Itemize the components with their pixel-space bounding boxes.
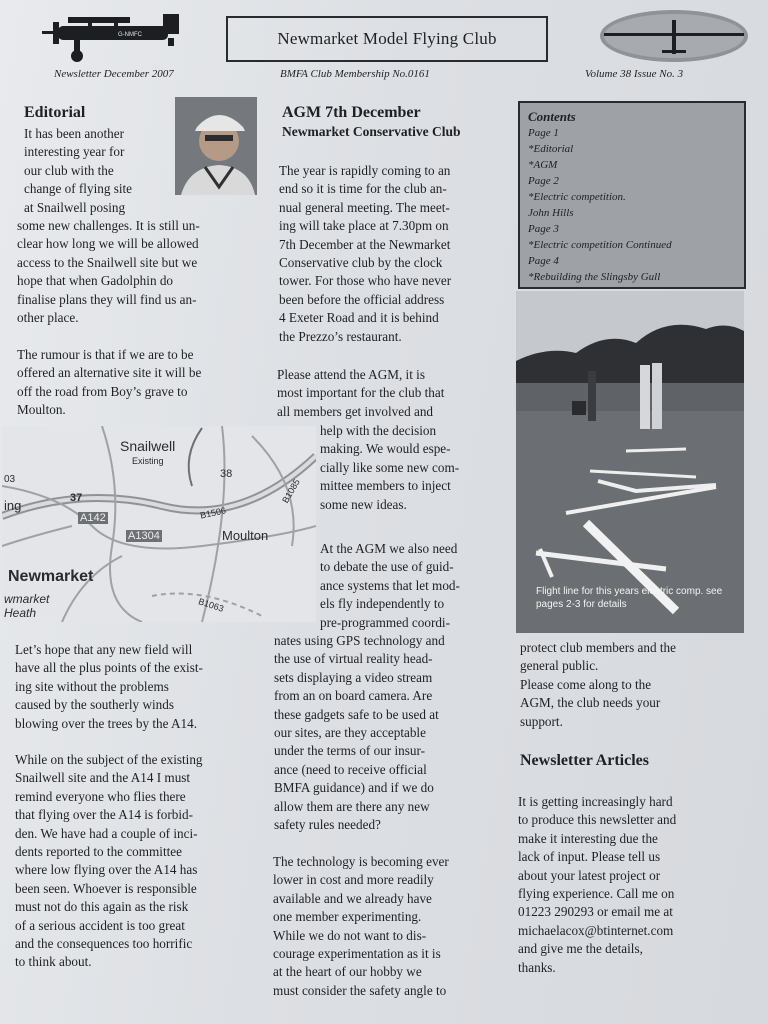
map-label-03: 03 (4, 474, 16, 485)
biplane-logo-icon (28, 8, 190, 66)
map-label-b1506: B1506 (199, 505, 227, 521)
contents-item: *Electric competition Continued (528, 239, 672, 251)
editorial-paragraph-4: While on the subject of the existing Snailwell site and the A14 I must remind everyone who flies there that flying over the A14 is forbid- den. We have had a couple of inci- dents reported to the committee where low flying over the A14 has been seen. Whoever is responsible must not do this again as the risk of a serious accident is too great and the consequences too horrific to think about. (15, 752, 203, 970)
map-label-heath: Heath (4, 606, 37, 620)
right-paragraph-2: It is getting increasingly hard to produce this newsletter and make it interesting due the lack of input. Please tell us about your latest project or flying experience. Call me on 01223 290293 or email me at michaelacox@btinternet.com and give me the details, thanks. (518, 794, 677, 975)
agm-paragraph-3a: At the AGM we also need to debate the use of guid- ance systems that let mod- els fly independently to pre-programmed coordi- (320, 541, 460, 630)
photo-caption: Flight line for this years electric comp. see pages 2-3 for details (536, 586, 723, 610)
map-label-b1063: B1063 (197, 596, 225, 614)
contents-item: *Electric competition. (528, 191, 626, 203)
editorial-paragraph-2: The rumour is that if we are to be offered an alternative site it will be off the road from Boy’s grave to Moulton. (17, 347, 202, 418)
agm-paragraph-4: The technology is becoming ever lower in cost and more readily available and we already have one member experimenting. While we do not want to dis- courage experimentation as it is at the heart of our hobby we must consider the safety angle to (273, 854, 449, 998)
volume-issue: Volume 38 Issue No. 3 (585, 68, 684, 80)
editorial-paragraph-1b: some new challenges. It is still un- clear how long we will be allowed access to the Snailwell site but we hope that when Gadolphin do finalise plans they will find us an- other place. (17, 218, 200, 326)
masthead-title: Newmarket Model Flying Club (277, 29, 497, 48)
contents-item: *AGM (528, 159, 558, 171)
contents-item: Page 1 (528, 127, 559, 139)
agm-paragraph-3b: nates using GPS technology and the use of virtual reality head- sets displaying a video stream from an on board camera. Are these gadgets safe to be used at our sites, are they acceptable under the terms of our insur- ance (need to receive official BMFA guidance) and if we do allow them are there any new safety rules needed? (274, 633, 445, 833)
contents-item: Page 4 (528, 255, 559, 267)
plane-logo-registration: G-NMFC (118, 32, 142, 38)
membership-number: BMFA Club Membership No.0161 (280, 68, 430, 80)
editorial-paragraph-3: Let’s hope that any new field will have all the plus points of the exist- ing site without the problems caused by the southerly winds blowing over the trees by the A14. (15, 642, 203, 731)
contents-item: Page 3 (528, 223, 559, 235)
site-location-map (2, 426, 316, 622)
agm-paragraph-2b: help with the decision making. We would espe- cially like some new com- mittee members to inject some new ideas. (320, 423, 460, 512)
right-paragraph-1: protect club members and the general public. Please come along to the AGM, the club needs your support. (520, 640, 676, 729)
map-label-existing: Existing (132, 456, 164, 466)
agm-heading: AGM 7th December (282, 104, 421, 121)
contents-box (518, 101, 746, 289)
flight-line-photo (516, 291, 744, 633)
newsletter-date: Newsletter December 2007 (54, 68, 174, 80)
contents-title: Contents (528, 109, 576, 124)
map-label-snailwell: Snailwell (120, 438, 176, 454)
agm-paragraph-2a: Please attend the AGM, it is most important for the club that all members get involved and (277, 367, 445, 419)
map-label-38: 38 (220, 468, 233, 480)
map-label-37: 37 (70, 492, 83, 504)
editor-photo (175, 97, 257, 195)
map-label-a142: A142 (80, 512, 106, 524)
map-label-ing: ing (4, 498, 22, 513)
map-label-newmarket: Newmarket (8, 568, 94, 585)
contents-item: *Rebuilding the Slingsby Gull (528, 271, 661, 283)
editorial-paragraph-1a: It has been another interesting year for our club with the change of flying site at Snailwell posing (24, 126, 133, 215)
newsletter-articles-heading: Newsletter Articles (520, 752, 649, 769)
map-label-b1085: B1085 (280, 477, 302, 505)
map-label-wmarket: wmarket (4, 592, 50, 606)
contents-item: Page 2 (528, 175, 559, 187)
agm-subheading: Newmarket Conservative Club (282, 124, 461, 139)
agm-paragraph-1: The year is rapidly coming to an end so it is time for the club an- nual general meeting. The meet- ing will take place at 7.30pm on 7th December at the Newmarket Conservative club by the clock tower. For those who have never been before the official address 4 Exeter Road and it is behind the Prezzo’s restaurant. (279, 163, 452, 344)
editorial-heading: Editorial (24, 104, 86, 121)
glider-logo-icon (598, 8, 750, 66)
map-label-a1304: A1304 (128, 530, 160, 542)
masthead-title-box (226, 16, 548, 62)
contents-item: John Hills (528, 207, 574, 219)
map-label-moulton: Moulton (222, 528, 269, 543)
contents-item: *Editorial (528, 143, 574, 155)
